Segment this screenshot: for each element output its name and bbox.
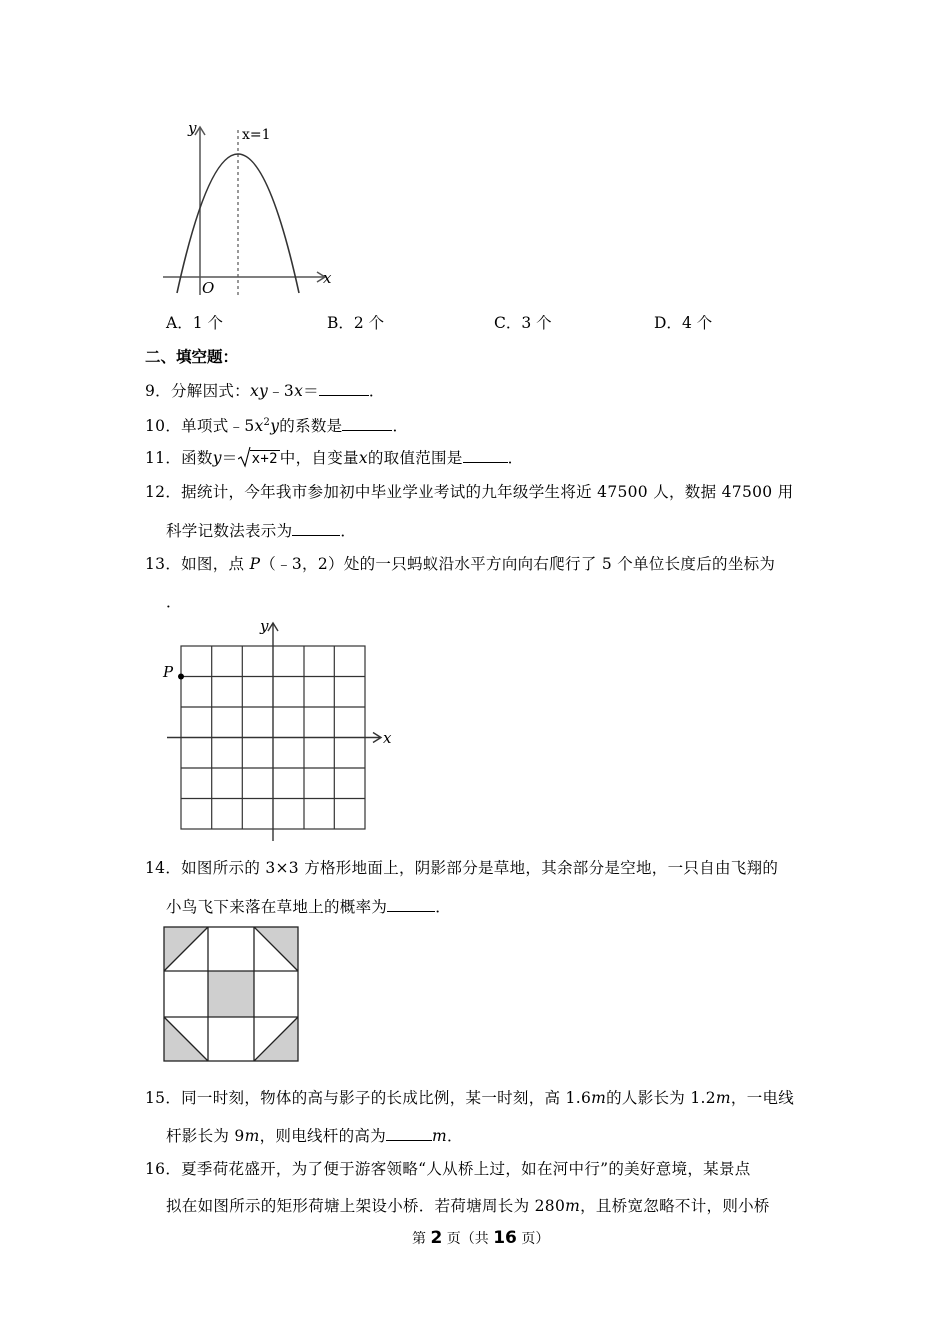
footer-prefix: 第 <box>412 1231 431 1247</box>
question-9 <box>145 379 385 401</box>
q15-answer-blank[interactable] <box>386 1124 432 1141</box>
q9-number: 9． <box>145 382 171 400</box>
option-a-letter: A． <box>166 314 193 332</box>
q9-minus: ﹣3 <box>268 382 295 400</box>
option-c-letter: C． <box>494 314 522 332</box>
q14-line-2-text: 小鸟飞下来落在草地上的概率为 <box>166 898 388 916</box>
q11-text-3: 的取值范围是 <box>367 449 463 467</box>
q10-text-2: 的系数是 <box>279 417 343 435</box>
radical-sign-icon <box>238 446 251 468</box>
point-p <box>178 674 184 680</box>
question-14 <box>145 858 778 878</box>
question-15-line-2 <box>166 1124 463 1146</box>
option-b-text: 2 个 <box>353 314 385 332</box>
q10-number: 10． <box>145 417 182 435</box>
option-d-text: 4 个 <box>681 314 713 332</box>
q10-answer-blank[interactable] <box>342 414 392 431</box>
question-10 <box>145 413 408 436</box>
question-16 <box>145 1159 751 1179</box>
q15-number: 15． <box>145 1089 182 1107</box>
question-13-line-2: ． <box>166 593 182 611</box>
q11-number: 11． <box>145 449 182 467</box>
option-c[interactable] <box>494 311 552 333</box>
q14-number: 14． <box>145 859 182 877</box>
q16-line-1: 夏季荷花盛开，为了便于游客领略“人从桥上过，如在河中行”的美好意境，某景点 <box>181 1160 751 1178</box>
q13-var-p: P <box>249 555 261 573</box>
symmetry-axis-label: x=1 <box>242 127 271 143</box>
q12-line-2-text: 科学记数法表示为 <box>166 522 293 540</box>
q15-text-e: ，则电线杆的高为 <box>259 1127 386 1145</box>
q14-end: ． <box>435 898 452 916</box>
q13-number: 13． <box>145 555 182 573</box>
grid-y-label: y <box>260 617 269 635</box>
q12-number: 12． <box>145 483 182 501</box>
coordinate-grid <box>155 615 400 845</box>
q15-text-b: 的人影长为 1.2 <box>606 1089 716 1107</box>
q15-unit-4: m <box>432 1127 447 1145</box>
q15-text-c: ，一电线 <box>730 1089 795 1107</box>
option-a-text: 1 个 <box>192 314 223 332</box>
q11-var-x: x <box>358 449 368 467</box>
question-12 <box>145 482 793 502</box>
q15-unit-3: m <box>244 1127 260 1145</box>
question-16-line-2 <box>166 1196 770 1216</box>
q13-text-a: 如图，点 <box>181 555 250 573</box>
q10-text: 单项式﹣5 <box>181 417 255 435</box>
grid-x-label: x <box>383 729 392 747</box>
option-d[interactable] <box>654 311 712 333</box>
q10-end: ． <box>392 417 409 435</box>
q15-text-a: 同一时刻，物体的高与影子的长成比例，某一时刻，高 1.6 <box>181 1089 592 1107</box>
q12-answer-blank[interactable] <box>292 519 340 536</box>
question-13 <box>145 554 775 574</box>
q16-text-b: ，且桥宽忽略不计，则小桥 <box>580 1197 770 1215</box>
q11-end: ． <box>507 449 524 467</box>
q10-var-y: y <box>270 417 280 435</box>
q14-answer-blank[interactable] <box>387 895 435 912</box>
page-footer <box>412 1228 549 1248</box>
q9-eq: ＝ <box>303 382 319 400</box>
q12-line-1: 据统计，今年我市参加初中毕业学业考试的九年级学生将近 47500 人，数据 47500 用 <box>181 483 794 501</box>
question-11 <box>145 446 523 469</box>
footer-page-number: 2 <box>430 1228 443 1248</box>
q9-answer-blank[interactable] <box>319 379 369 396</box>
q9-text: 分解因式： <box>170 382 250 400</box>
option-a[interactable] <box>166 311 223 333</box>
q11-text-2: 中，自变量 <box>279 449 359 467</box>
footer-mid: 页（共 <box>442 1231 494 1247</box>
q12-end: ． <box>340 522 357 540</box>
q15-unit-1: m <box>591 1089 607 1107</box>
footer-total-pages: 16 <box>493 1228 517 1248</box>
q10-var-x: x <box>254 417 264 435</box>
question-14-line-2 <box>166 895 451 917</box>
q11-answer-blank[interactable] <box>463 446 508 463</box>
q13-text-b: （﹣3，2）处的一只蚂蚁沿水平方向向右爬行了 5 个单位长度后的坐标为 <box>260 555 776 573</box>
q15-text-d: 杆影长为 9 <box>166 1127 245 1145</box>
grass-grid-figure <box>163 926 299 1062</box>
q16-unit-1: m <box>565 1197 581 1215</box>
option-b-letter: B． <box>327 314 354 332</box>
q11-text: 函数 <box>181 449 213 467</box>
q16-text-a: 拟在如图所示的矩形荷塘上架设小桥．若荷塘周长为 280 <box>166 1197 566 1215</box>
option-c-text: 3 个 <box>521 314 552 332</box>
option-d-letter: D． <box>654 314 682 332</box>
q14-line-1: 如图所示的 3×3 方格形地面上，阴影部分是草地，其余部分是空地，一只自由飞翔的 <box>181 859 779 877</box>
q11-eq: ＝ <box>221 449 238 467</box>
q9-end: ． <box>368 382 385 400</box>
parabola-graph <box>155 115 340 300</box>
q15-unit-2: m <box>715 1089 731 1107</box>
footer-suffix: 页） <box>516 1231 550 1247</box>
graph-origin-label: O <box>202 279 215 297</box>
q11-radicand: x+2 <box>251 451 278 467</box>
q9-var-xy: xy <box>249 382 269 400</box>
q9-var-x: x <box>294 382 304 400</box>
question-15 <box>145 1088 794 1108</box>
q10-exponent: 2 <box>263 417 271 428</box>
graph-x-label: x <box>323 269 332 287</box>
shaded-grass-regions <box>164 927 298 1061</box>
question-12-line-2 <box>166 519 356 541</box>
q16-number: 16． <box>145 1160 182 1178</box>
grid-point-label: P <box>163 663 174 681</box>
section-heading: 二、填空题： <box>145 347 239 366</box>
option-b[interactable] <box>327 311 384 333</box>
q15-end: ． <box>447 1127 463 1145</box>
graph-y-label: y <box>188 119 197 137</box>
q11-var-y: y <box>212 449 222 467</box>
q11-sqrt <box>238 448 280 469</box>
